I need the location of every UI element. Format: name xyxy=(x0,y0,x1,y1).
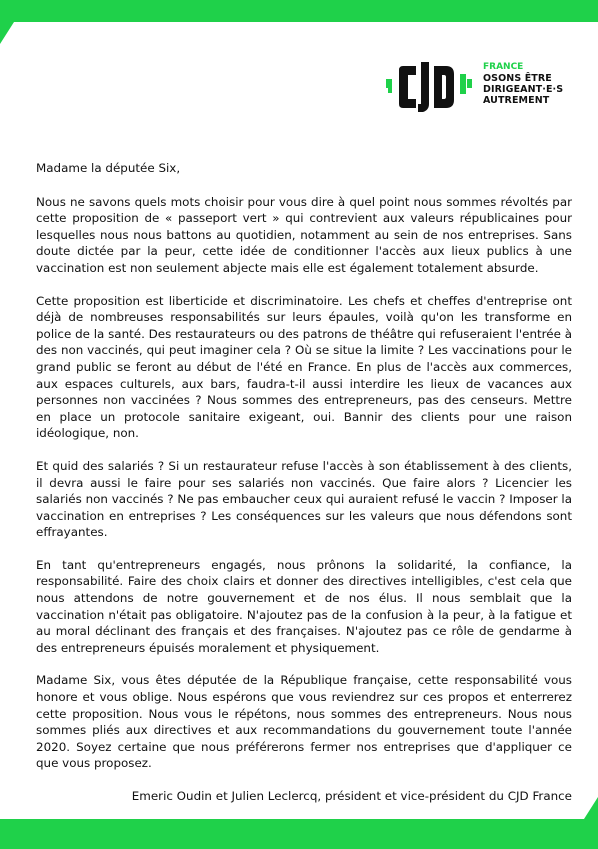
paragraph-1: Nous ne savons quels mots choisir pour vous dire à quel point nous sommes révoltés par cette proposition de « passeport vert » qui contrevient aux valeurs républicaines pour lesquelles nous nous battons au quotidien, notamment au sein de nos entreprises. Sans doute dictée par la peur, cette idée de conditionner l'accès aux lieux publics à une vaccination est non seulement abjecte mais elle est également totalement absurde. xyxy=(36,194,572,275)
cjd-logo-mark xyxy=(386,52,474,122)
bottom-accent-notch xyxy=(584,797,598,819)
brand-logo xyxy=(386,52,566,122)
logo-tagline-1: OSONS ÊTRE xyxy=(483,73,552,84)
salutation: Madame la députée Six, xyxy=(36,161,181,175)
top-accent-notch xyxy=(0,22,14,44)
logo-tagline-2: DIRIGEANT·E·S xyxy=(483,84,564,95)
paragraph-5: Madame Six, vous êtes députée de la République française, cette responsabilité vous honore et vous oblige. Nous espérons que vous reviendrez sur ces propos et enterrerez cette proposition. Nous vous le répétons, nous sommes des entrepreneurs. Nous nous sommes pliés aux directives et aux recommandations du gouvernement toute l'année 2020. Soyez certaine que nous préférerons fermer nos entreprises que d'appliquer ce que vous proposez. xyxy=(36,673,572,771)
logo-country: FRANCE xyxy=(483,62,524,72)
top-accent-bar xyxy=(0,0,598,22)
bottom-accent-bar xyxy=(0,819,598,849)
paragraph-4: En tant qu'entrepreneurs engagés, nous prônons la solidarité, la confiance, la responsabilité. Faire des choix clairs et donner des directives intelligibles, c'est cela que nous attendons de notre gouvernement et de nos élus. Il nous semblait que la vaccination n'était pas obligatoire. N'ajoutez pas de la confusion à la peur, à la fatigue et au moral déclinant des français et des françaises. N'ajoutez pas ce rôle de gendarme à des entrepreneurs épuisés moralement et physiquement. xyxy=(36,557,572,655)
logo-tagline-3: AUTREMENT xyxy=(483,95,550,106)
logo-text xyxy=(483,62,573,106)
paragraph-3: Et quid des salariés ? Si un restaurateur refuse l'accès à son établissement à des clients, il devra aussi le faire pour ses salariés non vaccinés. Que faire alors ? Licencier les salariés non vaccinés ? Ne pas embaucher ceux qui auraient refusé le vaccin ? Imposer la vaccination en entreprises ? Les conséquences sur les valeurs que nous défendons sont effrayantes. xyxy=(36,458,572,540)
letter-body xyxy=(36,160,572,805)
signature: Emeric Oudin et Julien Leclercq, président et vice-président du CJD France xyxy=(131,789,572,803)
paragraph-2: Cette proposition est liberticide et discriminatoire. Les chefs et cheffes d'entreprise ont déjà de nombreuses responsabilités sur leurs épaules, voilà qu'on les transforme en police de la santé. Des restaurateurs ou des patrons de théâtre qui refuseraient l'entrée à des non vaccinés, qui peut imaginer cela ? Où se situe la limite ? Les vaccinations pour le grand public se feront au début de l'été en France. En plus de l'accès aux commerces, aux espaces culturels, aux bars, faudra-t-il aussi interdire les lieux de vacances aux personnes non vaccinées ? Nous sommes des entrepreneurs, pas des censeurs. Mettre en place un protocole sanitaire exigeant, oui. Bannir des clients pour une raison idéologique, non. xyxy=(36,293,572,441)
